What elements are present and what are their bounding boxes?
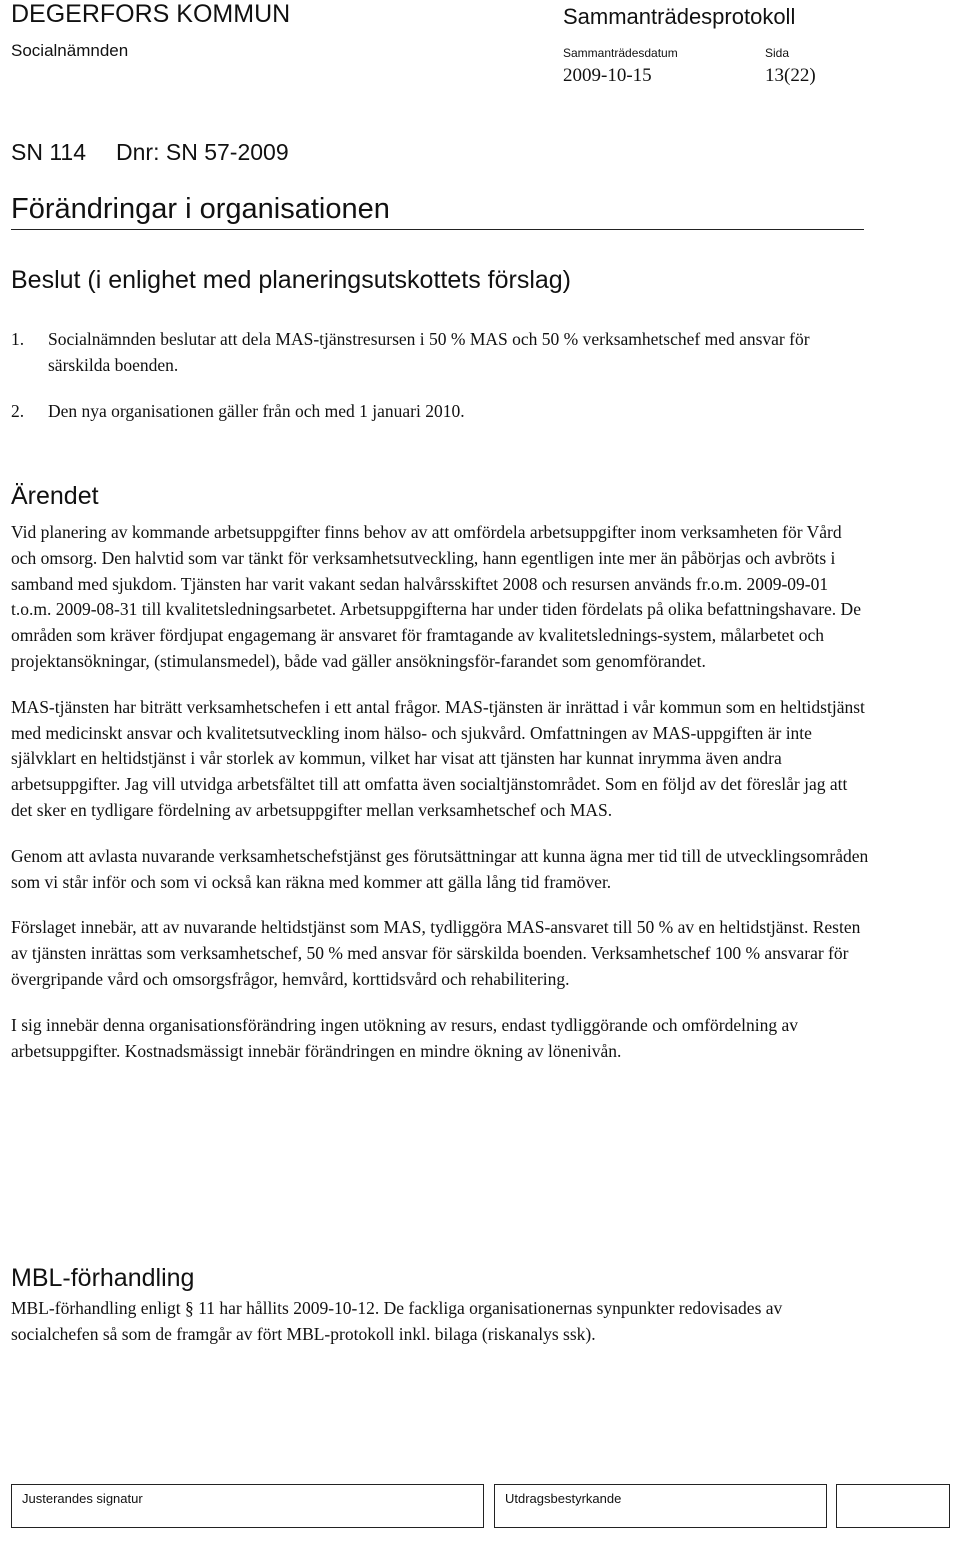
mbl-paragraph: MBL-förhandling enligt § 11 har hållits 2009-10-12. De fackliga organisationernas synpunkter redovisades av socialchefen så som de framgår av fört MBL-protokoll inkl. bilaga (riskanalys ssk). xyxy=(11,1298,783,1344)
decision-item-text: Den nya organisationen gäller från och med 1 januari 2010. xyxy=(48,401,465,421)
arendet-paragraph: MAS-tjänsten har biträtt verksamhetschefen i ett antal frågor. MAS-tjänsten är inrättad i vår kommun som en heltidstjänst med medicinskt ansvar och kvalitetsutveckling inom hälso- och sjukvård. Omfattningen av MAS-uppgiften är inte självklart en heltidstjänst i vår storlek av kommun, vilket har visat att tjänsten har kunnat inrymma även andra arbetsuppgifter. Jag vill utvidga arbetsfältet till att omfatta även socialtjänstområdet. Som en följd av det föreslår jag att det sker en tydligare fördelning av arbetsuppgifter mellan verksamhetschef och MAS. xyxy=(11,696,865,820)
page-title: Förändringar i organisationen xyxy=(11,193,390,225)
case-dnr: Dnr: SN 57-2009 xyxy=(116,139,289,165)
arendet-paragraph: Vid planering av kommande arbetsuppgifter finns behov av att omfördela arbetsuppgifter inom verksamheten för Vård och omsorg. Den halvtid som var tänkt för verksamhetsutveckling, hann egentligen inte mer än påbörjas och avbröts i samband med sjukdom. Tjänsten har varit vakant sedan halvårsskiftet 2008 och resursen används fr.o.m. 2009-09-01 t.o.m. 2009-08-31 till kvalitetsledningsarbetet. Arbetsuppgifterna har under tiden fördelats på olika befattningshavare. De områden som kräver fördjupat engagemang är ansvaret för framtagande av kvalitetslednings-system, målarbetet och projektansökningar, (stimulansmedel), både vad gäller ansökningsför-farandet som genomförandet. xyxy=(11,522,861,671)
decision-item xyxy=(11,398,871,424)
extract-certification-box xyxy=(494,1484,827,1528)
organization-name: DEGERFORS KOMMUN xyxy=(11,0,291,28)
committee-name: Socialnämnden xyxy=(11,41,129,60)
arendet-heading: Ärendet xyxy=(11,482,99,510)
extract-certification-box-extra xyxy=(836,1484,950,1528)
decision-item-number: 1. xyxy=(11,329,25,349)
mbl-body xyxy=(11,1296,869,1348)
page-label: Sida xyxy=(765,46,790,60)
title-divider xyxy=(11,229,864,230)
extract-certification-label: Utdragsbestyrkande xyxy=(505,1491,622,1506)
arendet-paragraph: I sig innebär denna organisationsförändring ingen utökning av resurs, endast tydliggörande och omfördelning av arbetsuppgifter. Kostnadsmässigt innebär förändringen en mindre ökning av lönenivån. xyxy=(11,1014,798,1061)
decision-item xyxy=(11,326,871,378)
decision-list xyxy=(11,326,871,424)
arendet-paragraph: Genom att avlasta nuvarande verksamhetschefstjänst ges förutsättningar att kunna ägna mer tid till de utvecklingsområden som vi står inför och som vi också kan räkna med kommer att gälla lång tid framöver. xyxy=(11,845,869,892)
arendet-body xyxy=(11,520,869,1084)
signature-label: Justerandes signatur xyxy=(22,1491,143,1506)
signature-box xyxy=(11,1484,484,1528)
case-reference xyxy=(11,138,289,166)
decision-item-text: Socialnämnden beslutar att dela MAS-tjänstresursen i 50 % MAS och 50 % verksamhetschef med ansvar för särskilda boenden. xyxy=(48,329,810,375)
meeting-date-label: Sammanträdesdatum xyxy=(563,46,678,60)
decision-heading: Beslut (i enlighet med planeringsutskottets förslag) xyxy=(11,266,572,294)
meeting-date: 2009-10-15 xyxy=(563,65,652,86)
case-number: SN 114 xyxy=(11,139,87,165)
decision-item-number: 2. xyxy=(11,401,25,421)
document-type: Sammanträdesprotokoll xyxy=(563,4,796,29)
arendet-paragraph: Förslaget innebär, att av nuvarande heltidstjänst som MAS, tydliggöra MAS-ansvaret till 50 % av en heltidstjänst. Resten av tjänsten inrättas som verksamhetschef, 50 % med ansvar för särskilda boenden. Verksamhetschef 100 % ansvarar för övergripande vård och omsorgsfrågor, hemvård, korttidsvård och rehabilitering. xyxy=(11,917,861,989)
mbl-heading: MBL-förhandling xyxy=(11,1264,195,1292)
page-number: 13(22) xyxy=(765,65,816,86)
